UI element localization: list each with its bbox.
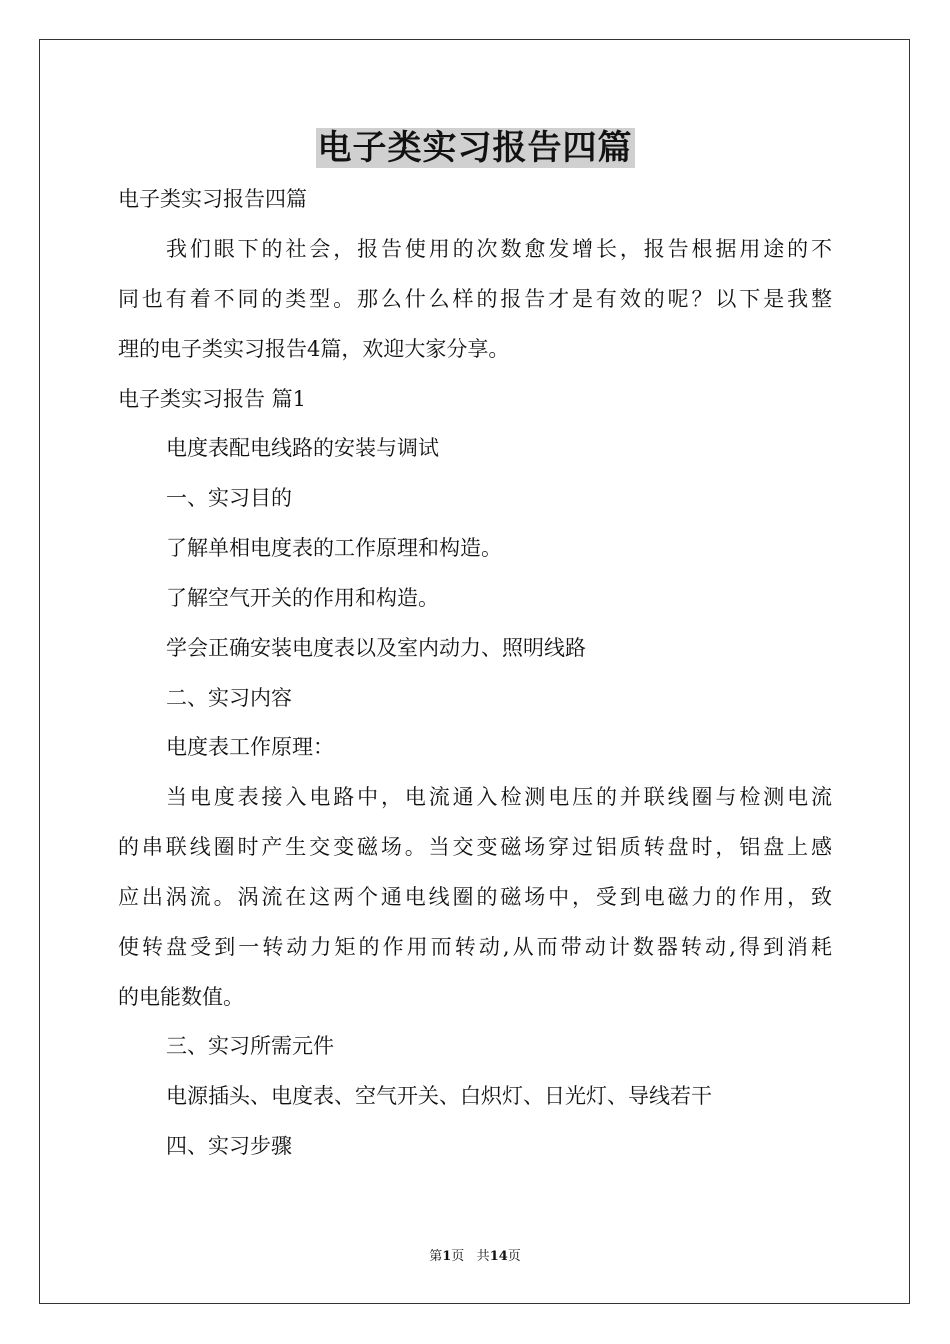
page-border (39, 39, 910, 1304)
part1-item-2: 了解空气开关的作用和构造。 (166, 586, 439, 610)
topic-title: 电度表配电线路的安装与调试 (166, 436, 439, 460)
document-title-wrap (0, 128, 950, 168)
footer-page-current: 1 (442, 1249, 452, 1264)
components-list: 电源插头、电度表、空气开关、白炽灯、日光灯、导线若干 (166, 1084, 712, 1108)
part2-heading: 二、实习内容 (166, 686, 292, 710)
footer-page-total: 14 (489, 1249, 508, 1264)
document-title: 电子类实习报告四篇 (317, 128, 633, 168)
document-subtitle: 电子类实习报告四篇 (118, 187, 307, 211)
intro-line-3: 理的电子类实习报告4篇，欢迎大家分享。 (118, 337, 510, 361)
footer-total-suffix: 页 (507, 1249, 521, 1264)
principle-line-4: 使转盘受到一转动力矩的作用而转动,从而带动计数器转动,得到消耗 (118, 935, 832, 959)
footer-page-suffix: 页 (451, 1249, 465, 1264)
intro-line-1: 我们眼下的社会，报告使用的次数愈发增长，报告根据用途的不 (166, 237, 832, 261)
principle-line-2: 的串联线圈时产生交变磁场。当交变磁场穿过铝质转盘时，铝盘上感 (118, 835, 832, 859)
principle-label: 电度表工作原理： (166, 735, 334, 759)
principle-line-5: 的电能数值。 (118, 985, 244, 1009)
part3-heading: 三、实习所需元件 (166, 1034, 334, 1058)
footer-page-prefix: 第 (429, 1249, 443, 1264)
page-footer (0, 1248, 950, 1266)
part1-item-1: 了解单相电度表的工作原理和构造。 (166, 536, 502, 560)
part4-heading: 四、实习步骤 (166, 1134, 292, 1158)
section-heading: 电子类实习报告 篇1 (118, 387, 307, 411)
part1-item-3: 学会正确安装电度表以及室内动力、照明线路 (166, 636, 586, 660)
intro-line-2: 同也有着不同的类型。那么什么样的报告才是有效的呢？以下是我整 (118, 287, 832, 311)
principle-line-1: 当电度表接入电路中，电流通入检测电压的并联线圈与检测电流 (166, 785, 832, 809)
footer-total-prefix: 共 (476, 1249, 490, 1264)
part1-heading: 一、实习目的 (166, 486, 292, 510)
principle-line-3: 应出涡流。涡流在这两个通电线圈的磁场中，受到电磁力的作用，致 (118, 885, 832, 909)
